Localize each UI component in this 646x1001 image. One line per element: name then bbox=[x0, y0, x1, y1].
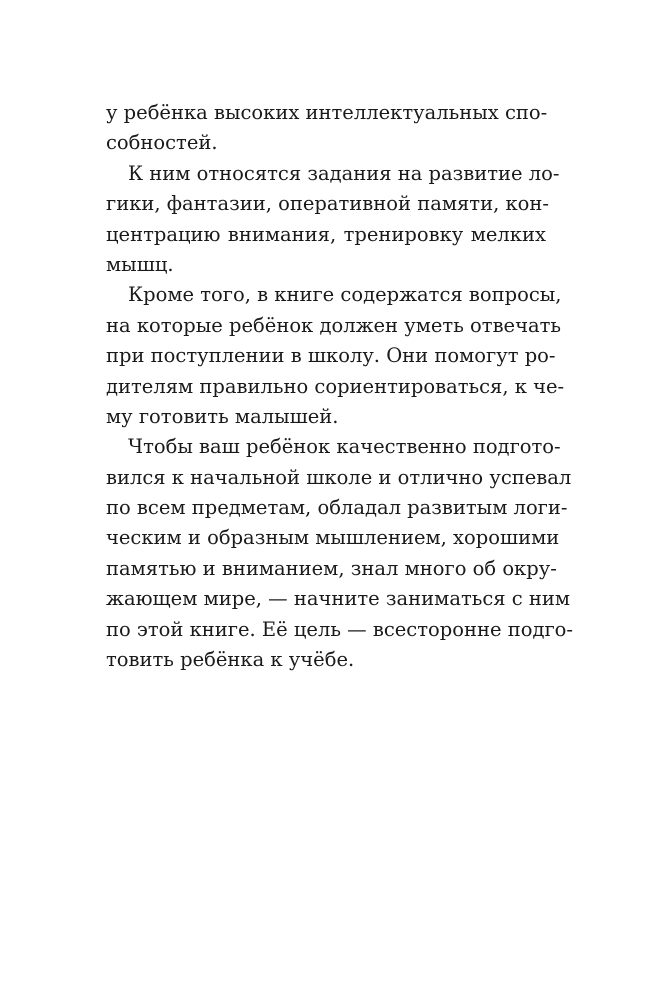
paragraph-4-line-5: памятью и вниманием, знал много об окру- bbox=[106, 556, 557, 580]
paragraph-4-line-4: ческим и образным мышлением, хорошими bbox=[106, 526, 560, 550]
paragraph-2-line-3: центрацию внимания, тренировку мелких bbox=[106, 222, 546, 246]
paragraph-1-line-1: у ребёнка высоких интеллектуальных спо- bbox=[106, 101, 548, 124]
paragraph-2-line-2: гики, фантазии, оперативной памяти, кон- bbox=[106, 192, 549, 216]
paragraph-4-line-3: по всем предметам, обладал развитым логи- bbox=[106, 496, 568, 520]
body-text bbox=[106, 98, 574, 675]
paragraph-1-line-2: собностей. bbox=[106, 131, 218, 155]
paragraph-3-line-3: при поступлении в школу. Они помогут ро- bbox=[106, 344, 556, 368]
paragraph-3-line-4: дителям правильно сориентироваться, к че- bbox=[106, 374, 565, 398]
paragraph-4-line-7: по этой книге. Её цель — всесторонне подго- bbox=[106, 617, 574, 641]
paragraph-4-line-2: вился к начальной школе и отлично успевал bbox=[106, 465, 572, 489]
paragraph-2-line-4: мышц. bbox=[106, 252, 174, 276]
paragraph-4-line-6: жающем мире, — начните заниматься с ним bbox=[106, 587, 571, 611]
paragraph-3-line-5: му готовить малышей. bbox=[106, 404, 339, 428]
paragraph-4-line-8: товить ребёнка к учёбе. bbox=[106, 648, 355, 672]
paragraph-3-line-1: Кроме того, в книге содержатся вопросы, bbox=[128, 283, 562, 307]
paragraph-3-line-2: на которые ребёнок должен уметь отвечать bbox=[106, 313, 562, 337]
paragraph-2-line-1: К ним относятся задания на развитие ло- bbox=[128, 161, 560, 185]
paragraph-4-line-1: Чтобы ваш ребёнок качественно подгото- bbox=[128, 435, 561, 459]
